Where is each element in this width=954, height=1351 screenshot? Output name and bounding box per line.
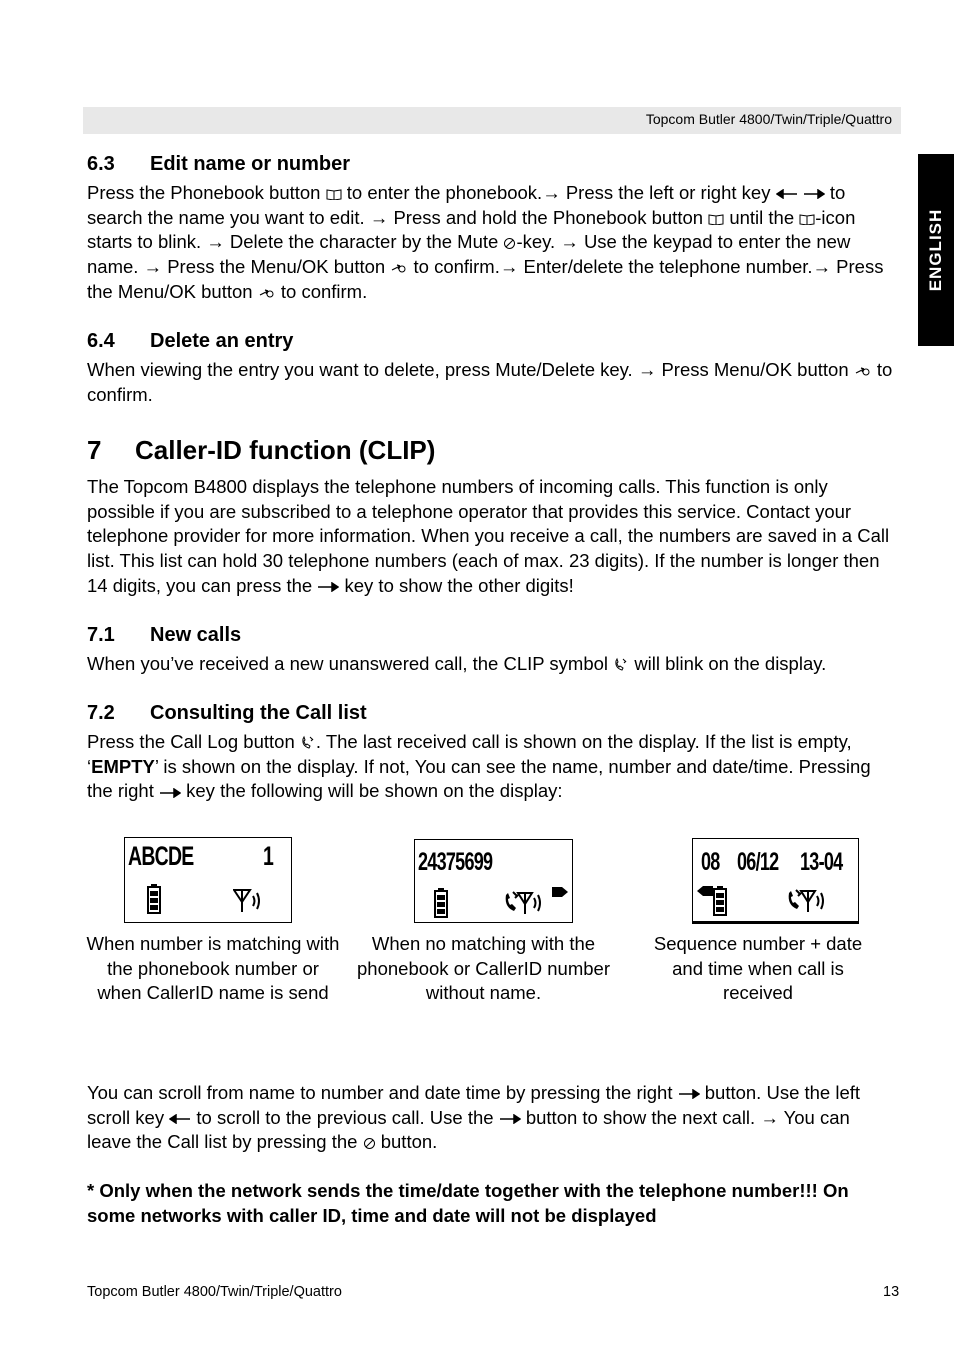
lcd-time: 13-04 <box>800 848 843 876</box>
lcd-sequence-number: 08 <box>701 848 720 876</box>
phonebook-icon <box>326 188 342 200</box>
section-heading: 6.3 Edit name or number <box>87 153 351 175</box>
section-body: Press the Phonebook button to enter the phonebook.→ Press the left or right key to search the name you want to edit. → Press and hold the Phonebook button until the -icon starts to blink. → Delete the character by the Mute -key. → Use the keypad to enter the new name. → Press the Menu/OK button to confirm.→ Enter/delete the telephone number.→ Press the Menu/OK button to confirm. <box>87 182 884 302</box>
chapter-heading: 7 Caller-ID function (CLIP) <box>87 435 436 465</box>
lcd-name-text: ABCDE <box>128 841 194 871</box>
section-body: Press the Call Log button . The last received call is shown on the display. If the list is empty, ‘EMPTY’ is shown on the display. If not, You can see the name, number and date/time. Pressing the right key the following will be shown on the display: <box>87 731 871 802</box>
section-7-1 <box>87 622 897 677</box>
right-arrow-icon <box>678 1089 700 1099</box>
section-7-2 <box>87 700 897 804</box>
section-body: When you’ve received a new unanswered call, the CLIP symbol will blink on the display. <box>87 653 827 674</box>
display-caption: When no matching with the phonebook or CallerID number without name. <box>357 933 610 1004</box>
scroll-left-indicator-icon <box>697 885 713 897</box>
right-arrow-icon <box>803 189 825 199</box>
phonebook-icon <box>708 213 724 225</box>
section-7 <box>87 434 897 599</box>
page-number: 13 <box>883 1284 900 1300</box>
right-arrow-icon <box>159 788 181 798</box>
lcd-display-datetime <box>692 838 859 924</box>
note-text: * Only when the network sends the time/date together with the telephone number!!! On some networks with caller ID, time and date will not be displayed <box>87 1180 849 1226</box>
lcd-sequence-number: 1 <box>263 841 274 871</box>
display-caption: Sequence number + date and time when call is received <box>653 933 863 1004</box>
menu-ok-icon <box>258 286 276 300</box>
call-log-icon <box>300 735 316 751</box>
right-arrow-icon <box>317 582 339 592</box>
scroll-right-indicator-icon <box>552 886 568 898</box>
section-body: When viewing the entry you want to delete, press Mute/Delete key. → Press Menu/OK button to confirm. <box>87 359 893 405</box>
left-arrow-icon <box>776 189 798 199</box>
section-heading: 6.4 Delete an entry <box>87 330 294 352</box>
section-heading: 7.2 Consulting the Call list <box>87 702 367 724</box>
section-6-3 <box>87 151 897 305</box>
menu-ok-icon <box>854 364 872 378</box>
display-caption: When number is matching with the phonebook number or when CallerID name is send <box>86 933 340 1004</box>
lcd-date: 06/12 <box>737 848 779 876</box>
running-header <box>83 107 901 134</box>
lcd-number-text: 24375699 <box>418 848 493 876</box>
lcd-display-name <box>124 837 292 923</box>
language-tab <box>918 154 954 346</box>
battery-icon <box>434 888 448 918</box>
language-tab-label: ENGLISH <box>926 208 945 292</box>
network-note <box>87 1179 897 1228</box>
section-heading: 7.1 New calls <box>87 624 242 646</box>
scroll-instructions <box>87 1081 897 1155</box>
header-title: Topcom Butler 4800/Twin/Triple/Quattro <box>645 111 892 127</box>
section-body: The Topcom B4800 displays the telephone numbers of incoming calls. This function is only possible if you are subscribed to a telephone operator that provides this service. Contact your telephone provider for more information. When you receive a call, the numbers are saved in a Call list. This list can hold 30 telephone numbers (each of max. 23 digits). If the number is longer then 14 digits, you can press the key to show the other digits! <box>87 476 890 596</box>
mute-icon <box>363 1137 376 1150</box>
phonebook-icon <box>799 213 815 225</box>
clip-signal-icon <box>786 887 828 915</box>
signal-antenna-icon <box>233 888 263 914</box>
mute-icon <box>503 237 516 250</box>
menu-ok-icon <box>390 261 408 275</box>
right-arrow-icon <box>499 1114 521 1124</box>
footer-title: Topcom Butler 4800/Twin/Triple/Quattro <box>87 1284 342 1300</box>
section-body: You can scroll from name to number and date time by pressing the right button. Use the left scroll key to scroll to the previous call. Use the button to show the next call. → You can leave the Call list by pressing the button. <box>87 1082 861 1153</box>
left-arrow-icon <box>169 1114 191 1124</box>
battery-icon <box>713 886 727 916</box>
section-6-4 <box>87 328 897 407</box>
clip-icon <box>613 657 629 673</box>
clip-signal-icon <box>503 889 545 917</box>
lcd-display-number <box>414 839 573 923</box>
battery-icon <box>147 884 161 914</box>
